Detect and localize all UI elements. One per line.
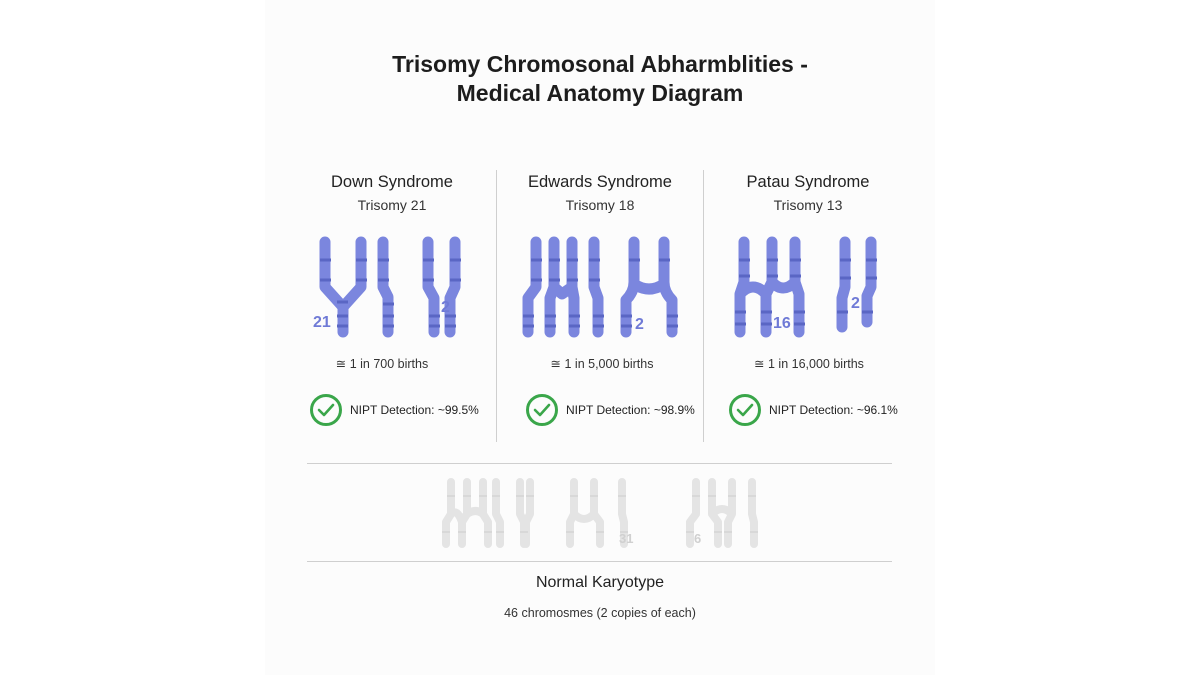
detection-rate: NIPT Detection: ~98.9%: [566, 403, 695, 417]
syndrome-name: Patau Syndrome: [746, 173, 870, 191]
chromosome-pair-normal: [621, 242, 678, 332]
chromosome-label: 2: [441, 299, 450, 316]
chromosome-label: 2: [851, 295, 860, 312]
chromosome-label: 2: [635, 316, 644, 333]
detection-rate: NIPT Detection: ~96.1%: [769, 403, 898, 417]
chromosome-pair-normal: [837, 242, 877, 327]
diagram-title-line-2: Medical Anatomy Diagram: [456, 80, 744, 106]
column-divider: [703, 170, 704, 442]
nipt-detection: [310, 392, 479, 428]
chromosome-18-triplet: [523, 242, 604, 332]
chromosome-label: 31: [619, 531, 634, 546]
patau-syndrome-header: [708, 168, 908, 214]
syndrome-name: Down Syndrome: [331, 173, 453, 191]
patau-syndrome-chromosomes: [725, 232, 915, 342]
column-divider: [496, 170, 497, 442]
birth-frequency: ≅ 1 in 16,000 births: [754, 357, 864, 371]
down-syndrome-header: [292, 168, 492, 214]
trisomy-label: Trisomy 13: [773, 197, 843, 213]
diagram-title-line-1: Trisomy Chromosonal Abharmblities -: [392, 51, 808, 77]
chromosome-label: 6: [694, 531, 702, 546]
nipt-detection: [526, 392, 695, 428]
chromosome-label: 21: [313, 314, 331, 331]
chromosome-pair-normal: [423, 242, 461, 332]
syndrome-name: Edwards Syndrome: [528, 173, 672, 191]
nipt-detection: [729, 392, 898, 428]
normal-karyotype-chromosomes: [436, 474, 766, 554]
chromosome-label: 16: [773, 315, 791, 332]
trisomy-label: Trisomy 21: [357, 197, 427, 213]
birth-frequency: ≅ 1 in 700 births: [335, 357, 429, 371]
detection-rate: NIPT Detection: ~99.5%: [350, 403, 479, 417]
section-divider: [307, 561, 892, 562]
normal-karyotype-description: 46 chromosmes (2 copies of each): [504, 606, 696, 620]
edwards-syndrome-chromosomes: [508, 232, 698, 342]
check-icon: [526, 394, 558, 426]
normal-karyotype-title: Normal Karyotype: [535, 574, 665, 591]
trisomy-label: Trisomy 18: [565, 197, 635, 213]
check-icon: [729, 394, 761, 426]
section-divider: [307, 463, 892, 464]
chromosome-13-triplet: [735, 242, 805, 332]
check-icon: [310, 394, 342, 426]
chromosome-21-triplet: [320, 242, 394, 332]
birth-frequency: ≅ 1 in 5,000 births: [550, 357, 654, 371]
edwards-syndrome-header: [500, 168, 700, 214]
down-syndrome-chromosomes: [300, 232, 490, 342]
